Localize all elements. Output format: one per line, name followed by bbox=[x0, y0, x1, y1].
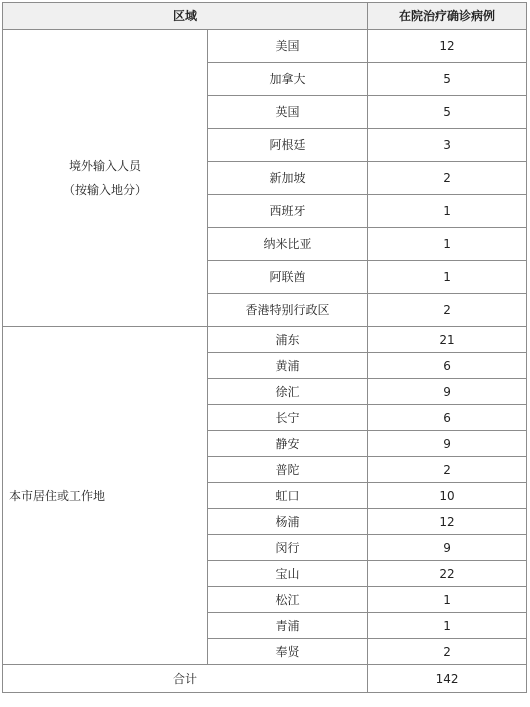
region-cell: 静安 bbox=[208, 431, 368, 457]
table-header bbox=[3, 3, 527, 30]
count-cell: 3 bbox=[368, 129, 527, 162]
overseas-label-line2: （按输入地分） bbox=[62, 183, 147, 197]
count-cell: 1 bbox=[368, 261, 527, 294]
header-region: 区域 bbox=[3, 3, 368, 30]
count-cell: 12 bbox=[368, 30, 527, 63]
count-cell: 5 bbox=[368, 63, 527, 96]
count-cell: 10 bbox=[368, 483, 527, 509]
region-cell: 宝山 bbox=[208, 561, 368, 587]
count-cell: 1 bbox=[368, 613, 527, 639]
count-cell: 1 bbox=[368, 228, 527, 261]
table-body bbox=[3, 30, 527, 693]
count-cell: 2 bbox=[368, 162, 527, 195]
total-label: 合计 bbox=[3, 665, 368, 693]
region-cell: 虹口 bbox=[208, 483, 368, 509]
region-cell: 阿根廷 bbox=[208, 129, 368, 162]
cases-table bbox=[2, 2, 527, 693]
count-cell: 6 bbox=[368, 405, 527, 431]
count-cell: 5 bbox=[368, 96, 527, 129]
count-cell: 9 bbox=[368, 535, 527, 561]
region-cell: 长宁 bbox=[208, 405, 368, 431]
region-cell: 青浦 bbox=[208, 613, 368, 639]
count-cell: 21 bbox=[368, 327, 527, 353]
region-cell: 美国 bbox=[208, 30, 368, 63]
table-row bbox=[3, 327, 527, 353]
count-cell: 2 bbox=[368, 639, 527, 665]
region-cell: 新加坡 bbox=[208, 162, 368, 195]
region-cell: 闵行 bbox=[208, 535, 368, 561]
region-cell: 黄浦 bbox=[208, 353, 368, 379]
region-cell: 杨浦 bbox=[208, 509, 368, 535]
local-group-label: 本市居住或工作地 bbox=[3, 327, 208, 665]
region-cell: 纳米比亚 bbox=[208, 228, 368, 261]
region-cell: 普陀 bbox=[208, 457, 368, 483]
total-count: 142 bbox=[368, 665, 527, 693]
count-cell: 6 bbox=[368, 353, 527, 379]
count-cell: 1 bbox=[368, 587, 527, 613]
overseas-label-line1: 境外输入人员 bbox=[68, 159, 141, 173]
table-row bbox=[3, 30, 527, 63]
total-row bbox=[3, 665, 527, 693]
region-cell: 英国 bbox=[208, 96, 368, 129]
region-cell: 徐汇 bbox=[208, 379, 368, 405]
region-cell: 香港特别行政区 bbox=[208, 294, 368, 327]
region-cell: 阿联酋 bbox=[208, 261, 368, 294]
region-cell: 西班牙 bbox=[208, 195, 368, 228]
count-cell: 9 bbox=[368, 431, 527, 457]
overseas-group-label bbox=[3, 30, 208, 327]
count-cell: 1 bbox=[368, 195, 527, 228]
count-cell: 2 bbox=[368, 294, 527, 327]
count-cell: 2 bbox=[368, 457, 527, 483]
header-count: 在院治疗确诊病例 bbox=[368, 3, 527, 30]
count-cell: 12 bbox=[368, 509, 527, 535]
count-cell: 9 bbox=[368, 379, 527, 405]
region-cell: 奉贤 bbox=[208, 639, 368, 665]
region-cell: 松江 bbox=[208, 587, 368, 613]
header-row bbox=[3, 3, 527, 30]
count-cell: 22 bbox=[368, 561, 527, 587]
region-cell: 浦东 bbox=[208, 327, 368, 353]
region-cell: 加拿大 bbox=[208, 63, 368, 96]
